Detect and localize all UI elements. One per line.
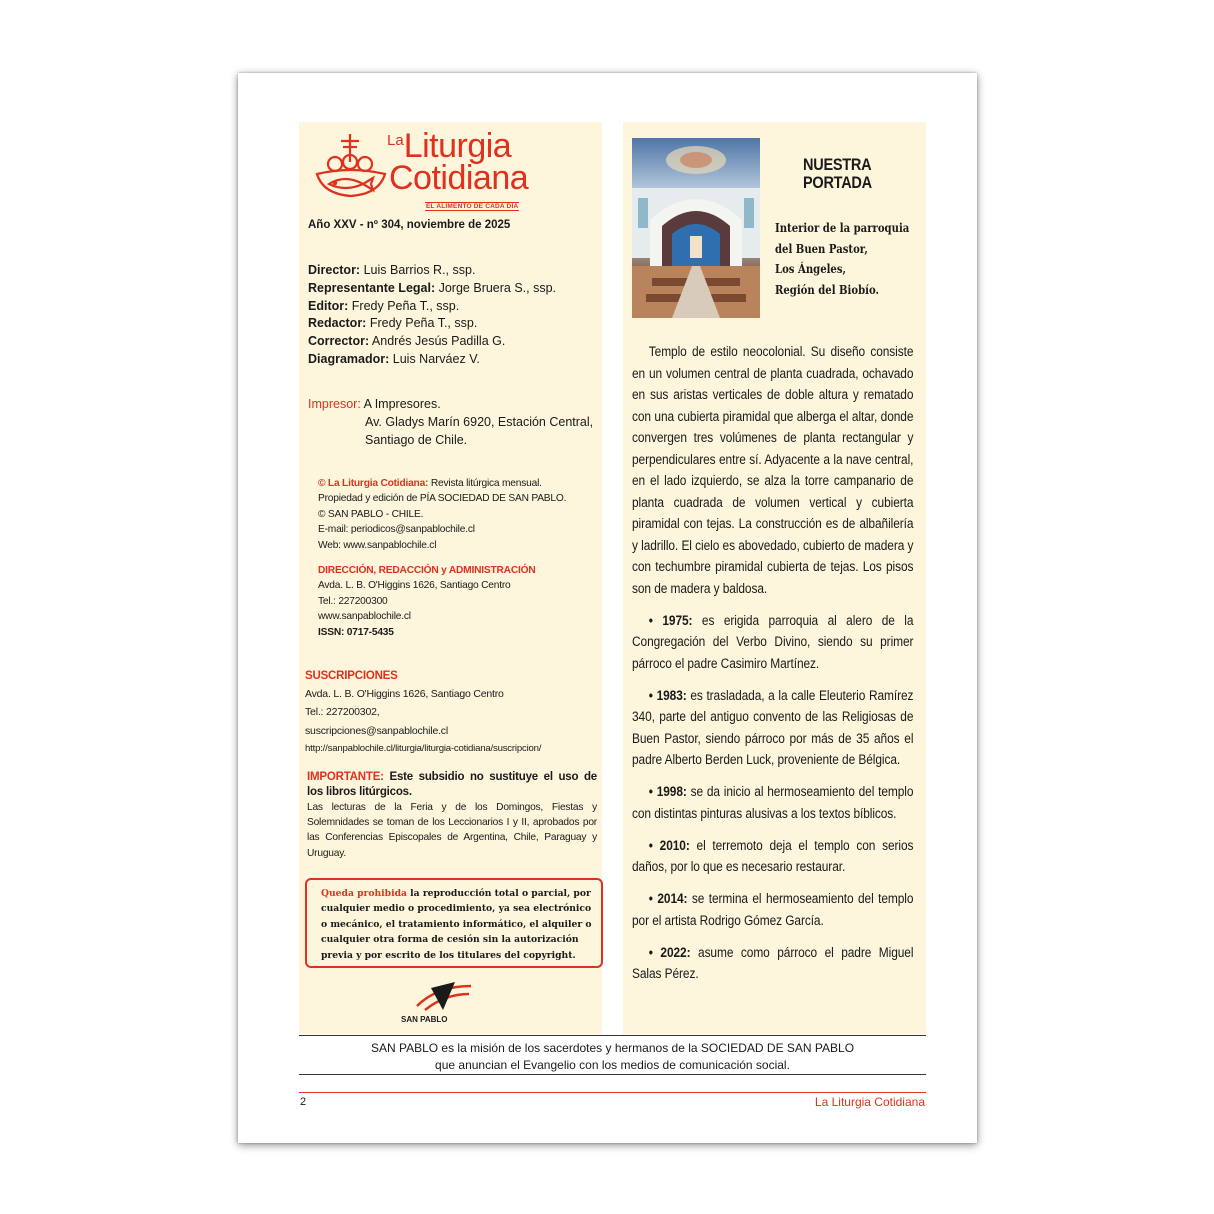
copyright-notice-box [305, 878, 603, 968]
suscripciones-title: SUSCRIPCIONES [305, 670, 398, 682]
staff-editor: Editor: Fredy Peña T., ssp. [308, 298, 460, 313]
san-pablo-logo [397, 980, 487, 1031]
direccion-web: www.sanpablochile.cl [318, 611, 411, 623]
caption-line4: Región del Biobío. [775, 282, 880, 297]
copyright-owner: Propiedad y edición de PÍA SOCIEDAD DE SAN PABLO. [318, 493, 567, 505]
staff-legal: Representante Legal: Jorge Bruera S., ssp. [308, 280, 557, 295]
suscripciones-tel: Tel.: 227200302, [305, 706, 380, 719]
timeline-item: • 2022: asume como párroco el padre Miguel Salas Pérez. [632, 944, 914, 982]
copyright-label: © La Liturgia Cotidiana: [318, 478, 429, 489]
staff-director: Director: Luis Barrios R., ssp. [308, 263, 476, 277]
logo-tagline: EL ALIMENTO DE CADA DÍA [426, 203, 519, 210]
copyright-block: © La Liturgia Cotidiana: Revista litúrgica mensual. Propiedad y edición de PÍA SOCIEDAD DE SAN PABLO. © SAN PABLO - CHILE. E-mail: periodicos@sanpablochile.cl Web: www.sanpablochile.cl [318, 476, 566, 553]
issue-line: Año XXV - nº 304, noviembre de 2025 [308, 219, 511, 231]
portada-heading-line2: PORTADA [803, 174, 872, 192]
timeline-item: • 1975: es erigida parroquia al alero de la Congregación del Verbo Divino, siendo su primer párroco el padre Casimiro Martínez. [632, 612, 914, 672]
portada-heading-line1: NUESTRA [803, 156, 872, 174]
copyright-web: Web: www.sanpablochile.cl [318, 539, 437, 551]
portada-caption [775, 218, 909, 300]
importante-bold: Este subsidio no sustituye el uso de los libros litúrgicos. [307, 771, 597, 798]
prohibida-text: la reproducción total o parcial, por cualquier medio o procedimiento, ya sea electrónico o mecánico, el tratamiento informático, el alquiler o cualquier otra forma de cesión sin la autorización previa y por escrito de los titulares del copyright. [321, 888, 592, 961]
caption-line2: del Buen Pastor, [775, 241, 868, 256]
prohibida-label: Queda prohibida [321, 888, 407, 899]
importante-label: IMPORTANTE: [307, 771, 384, 783]
importante-text: Las lecturas de la Feria y de los Domingos, Fiestas y Solemnidades se toman de los Leccionarios I y II, aprobados por las Conferencias Episcopales de Argentina, Chile, Paraguay y Uruguay. [307, 802, 597, 859]
direccion-block [318, 563, 536, 640]
impresor-address2: Santiago de Chile. [365, 433, 468, 447]
credits-column [299, 122, 602, 1034]
direccion-title: DIRECCIÓN, REDACCIÓN y ADMINISTRACIÓN [318, 565, 536, 576]
issn: ISSN: 0717-5435 [318, 626, 394, 638]
article-body [632, 342, 913, 996]
logo-la: La [387, 132, 404, 149]
importante-block [307, 770, 597, 861]
article-lead: Templo de estilo neocolonial. Su diseño consiste en un volumen central de planta cuadrada, ochavado en sus aristas verticales de doble altura y rematado con una cubierta piramidal que alberga el altar, donde convergen tres volúmenes de planta rectangular y perpendiculares entre sí. Adyacente a la nave central, en el lado izquierdo, se alza la torre campanario de planta cuadrada de volumen vertical y cubierta piramidal con tejas. La construcción es de albañilería y ladrillo. El cielo es abovedado, cubierto de madera y con techumbre piramidal cubierta de tejas. Los pisos son de madera y baldosa. [632, 344, 914, 597]
san-pablo-logo-text: SAN PABLO [401, 1015, 448, 1024]
staff-list [308, 262, 556, 369]
suscripciones-address: Avda. L. B. O'Higgins 1626, Santiago Centro [305, 688, 504, 701]
logo-cotidiana: Cotidiana [389, 159, 529, 198]
footer-divider [299, 1092, 926, 1093]
timeline-item: • 1998: se da inicio al hermoseamiento del templo con distintas pinturas alusivas a los textos bíblicos. [632, 784, 914, 822]
mission-line1: SAN PABLO es la misión de los sacerdotes y hermanos de la SOCIEDAD DE SAN PABLO [370, 1041, 855, 1055]
copyright-country: © SAN PABLO - CHILE. [318, 508, 424, 520]
staff-diagramador: Diagramador: Luis Narváez V. [308, 351, 480, 366]
direccion-tel: Tel.: 227200300 [318, 595, 388, 607]
portada-heading [803, 156, 872, 192]
liturgia-logo-icon [313, 132, 389, 213]
timeline-item: • 2014: se termina el hermoseamiento del templo por el artista Rodrigo Gómez García. [632, 891, 914, 929]
caption-line1: Interior de la parroquia [775, 221, 910, 235]
magazine-page [238, 73, 977, 1143]
impresor-address1: Av. Gladys Marín 6920, Estación Central, [365, 415, 594, 429]
running-title: La Liturgia Cotidiana [814, 1095, 925, 1109]
timeline-item: • 2010: el terremoto deja el templo con serios daños, por lo que es necesario restaurar. [632, 837, 914, 875]
church-interior-photo [632, 138, 760, 318]
suscripciones-block [305, 667, 541, 758]
copyright-email: E-mail: periodicos@sanpablochile.cl [318, 524, 475, 536]
cover-column [623, 122, 926, 1034]
staff-corrector: Corrector: Andrés Jesús Padilla G. [308, 334, 506, 349]
direccion-address: Avda. L. B. O'Higgins 1626, Santiago Centro [318, 580, 511, 592]
mission-footer [299, 1035, 926, 1075]
impresor-label: Impresor: [308, 397, 361, 411]
caption-line3: Los Ángeles, [775, 262, 847, 276]
impresor-name: A Impresores. [363, 397, 441, 411]
impresor-block [308, 395, 593, 449]
suscripciones-url: http://sanpablochile.cl/liturgia/liturgia-cotidiana/suscripcion/ [305, 742, 542, 754]
suscripciones-email: suscripciones@sanpablochile.cl [305, 724, 448, 737]
mission-line2: que anuncian el Evangelio con los medios de comunicación social. [435, 1057, 790, 1072]
page-number: 2 [300, 1096, 307, 1108]
timeline-item: • 1983: es trasladada, a la calle Eleuterio Ramírez 340, parte del antiguo convento de las Religiosas de Buen Pastor, siendo párroco por más de 35 años el padre Alberto Berden Luck, proveniente de Bélgica. [632, 687, 914, 768]
logo-liturgia: Liturgia [403, 127, 512, 165]
staff-redactor: Redactor: Fredy Peña T., ssp. [308, 316, 478, 331]
logo-wordmark [387, 127, 529, 198]
